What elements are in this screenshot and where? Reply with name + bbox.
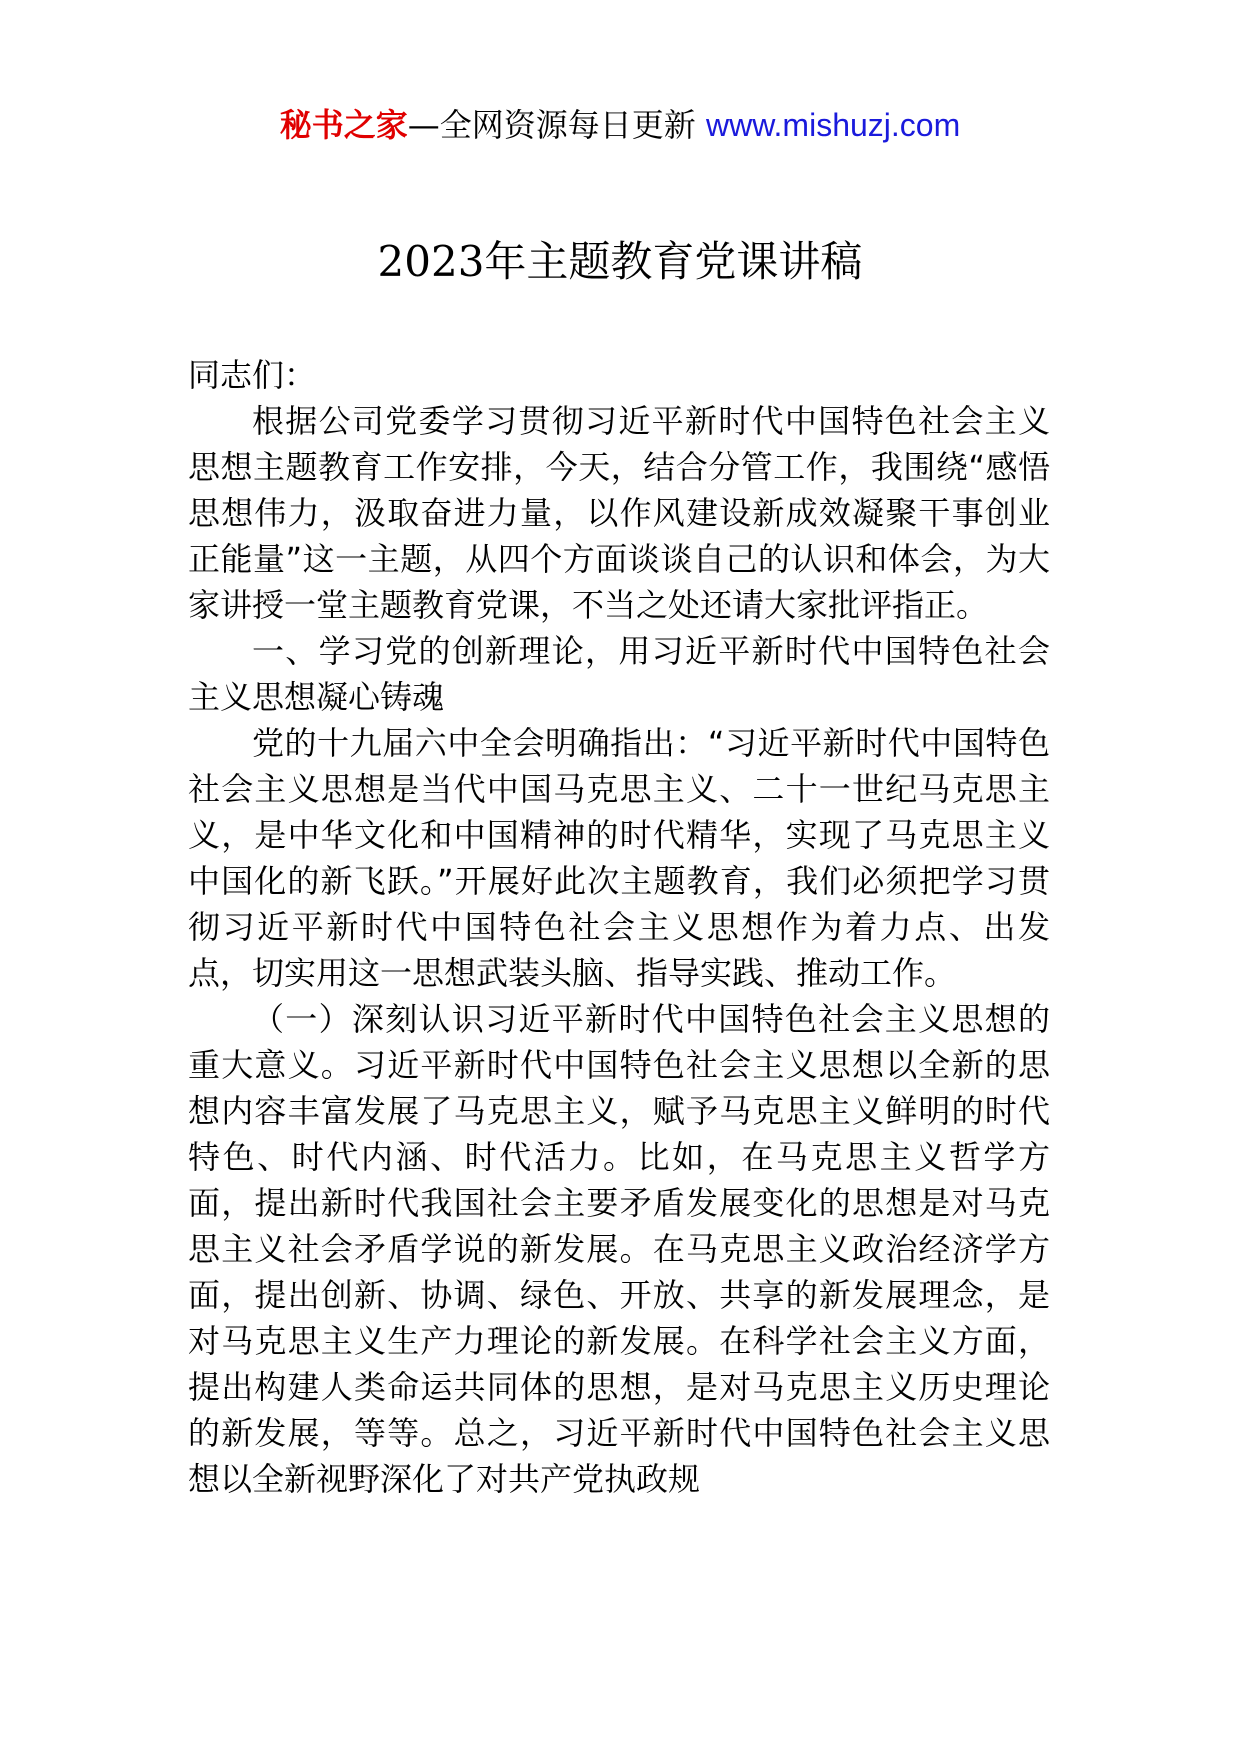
header-tagline: —全网资源每日更新 [407,106,696,144]
site-url-link[interactable]: www.mishuzj.com [705,107,961,143]
paragraph-subsection-1: （一）深刻认识习近平新时代中国特色社会主义思想的重大意义。习近平新时代中国特色社会主义思想以全新的思想内容丰富发展了马克思主义，赋予马克思主义鲜明的时代特色、时代内涵、时代活力。比如，在马克思主义哲学方面，提出新时代我国社会主要矛盾发展变化的思想是对马克思主义社会矛盾学说的新发展。在马克思主义政治经济学方面，提出创新、协调、绿色、开放、共享的新发展理念，是对马克思主义生产力理论的新发展。在科学社会主义方面，提出构建人类命运共同体的思想，是对马克思主义历史理论的新发展，等等。总之，习近平新时代中国特色社会主义思想以全新视野深化了对共产党执政规 [188,1000,1050,1498]
brand-name: 秘书之家 [279,106,408,144]
salutation: 同志们： [188,356,317,394]
paragraph-intro: 根据公司党委学习贯彻习近平新时代中国特色社会主义思想主题教育工作安排，今天，结合分管工作，我围绕“感悟思想伟力，汲取奋进力量，以作风建设新成效凝聚干事创业正能量”这一主题，从四个方面谈谈自己的认识和体会，为大家讲授一堂主题教育党课，不当之处还请大家批评指正。 [188,402,1050,624]
section-heading-1: 一、学习党的创新理论，用习近平新时代中国特色社会主义思想凝心铸魂 [188,632,1050,716]
document-body [188,352,1050,1502]
paragraph-section-1: 党的十九届六中全会明确指出：“习近平新时代中国特色社会主义思想是当代中国马克思主义、二十一世纪马克思主义，是中华文化和中国精神的时代精华，实现了马克思主义中国化的新飞跃。”开展好此次主题教育，我们必须把学习贯彻习近平新时代中国特色社会主义思想作为着力点、出发点，切实用这一思想武装头脑、指导实践、推动工作。 [188,724,1050,992]
site-header [0,100,1240,150]
document-title: 2023年主题教育党课讲稿 [377,237,863,286]
